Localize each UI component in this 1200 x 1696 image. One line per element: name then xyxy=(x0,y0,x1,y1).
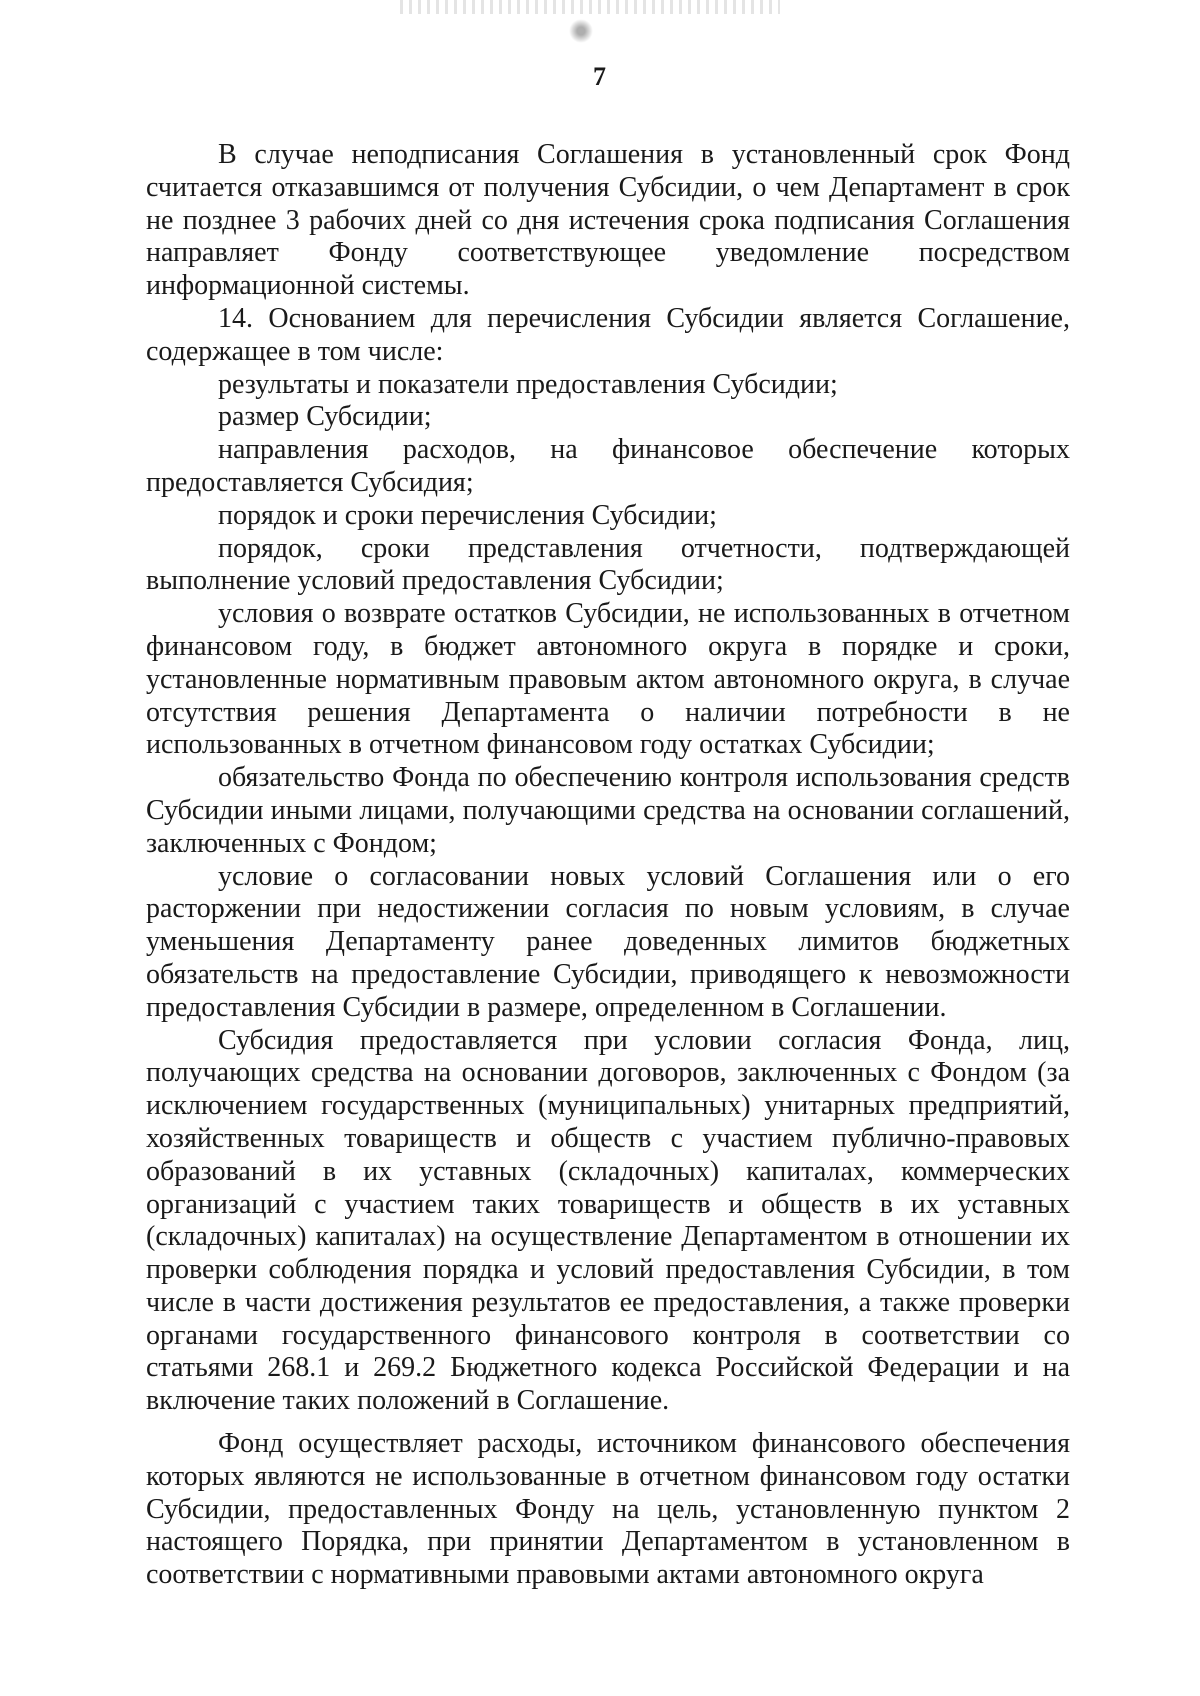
list-item-results: результаты и показатели предоставления Субсидии; xyxy=(218,368,838,400)
list-item-reporting: порядок, сроки представления отчетности, подтверждающей выполнение условий предоставления Субсидии; xyxy=(146,532,1070,597)
list-item-expense-directions: направления расходов, на финансовое обеспечение которых предоставляется Субсидия; xyxy=(146,434,1070,498)
scan-artifact-top xyxy=(400,0,780,14)
document-body xyxy=(146,139,1070,1592)
page-number: 7 xyxy=(593,62,607,91)
list-item-control-obligation: обязательство Фонда по обеспечению контроля использования средств Субсидии иными лицами, получающими средства на основании соглашений, заключенных с Фондом; xyxy=(146,762,1070,859)
list-item-refund-conditions: условия о возврате остатков Субсидии, не использованных в отчетном финансовом году, в бюджет автономного округа в порядке и сроки, установленные нормативным правовым актом автономного округа, в случае отсутствия решения Департамента о наличии потребности в не использованных в отчетном финансовом году остатках Субсидии; xyxy=(146,598,1070,761)
paragraph-item-14: 14. Основанием для перечисления Субсидии является Соглашение, содержащее в том числе: xyxy=(146,302,1070,367)
scan-artifact-blot xyxy=(566,18,596,44)
paragraph-refusal-notice: В случае неподписания Соглашения в установленный срок Фонд считается отказавшимся от получения Субсидии, о чем Департамент в срок не позднее 3 рабочих дней со дня истечения срока подписания Соглашения направляет Фонду соответствующее уведомление посредством информационной системы. xyxy=(146,139,1070,302)
list-item-size: размер Субсидии; xyxy=(218,401,432,433)
list-item-transfer-terms: порядок и сроки перечисления Субсидии; xyxy=(218,499,717,531)
paragraph-fund-expenses: Фонд осуществляет расходы, источником финансового обеспечения которых являются не использованные в отчетном финансовом году остатки Субсидии, предоставленных Фонду на цель, установленную пунктом 2 настоящего Порядка, при принятии Департаментом в установленном в соответствии с нормативными правовыми актами автономного округа xyxy=(146,1428,1070,1591)
paragraph-consent-condition: Субсидия предоставляется при условии согласия Фонда, лиц, получающих средства на основании договоров, заключенных с Фондом (за исключением государственных (муниципальных) унитарных предприятий, хозяйственных товариществ и обществ с участием публично-правовых образований в их уставных (складочных) капиталах, коммерческих организаций с участием таких товариществ и обществ в их уставных (складочных) капиталах) на осуществление Департаментом в отношении их проверки соблюдения порядка и условий предоставления Субсидии, в том числе в части достижения результатов ее предоставления, а также проверки органами государственного финансового контроля в соответствии со статьями 268.1 и 269.2 Бюджетного кодекса Российской Федерации и на включение таких положений в Соглашение. xyxy=(146,1024,1070,1417)
list-item-new-conditions: условие о согласовании новых условий Соглашения или о его расторжении при недостижении согласия по новым условиям, в случае уменьшения Департаменту ранее доведенных лимитов бюджетных обязательств на предоставление Субсидии, приводящего к невозможности предоставления Субсидии в размере, определенном в Соглашении. xyxy=(146,860,1070,1023)
